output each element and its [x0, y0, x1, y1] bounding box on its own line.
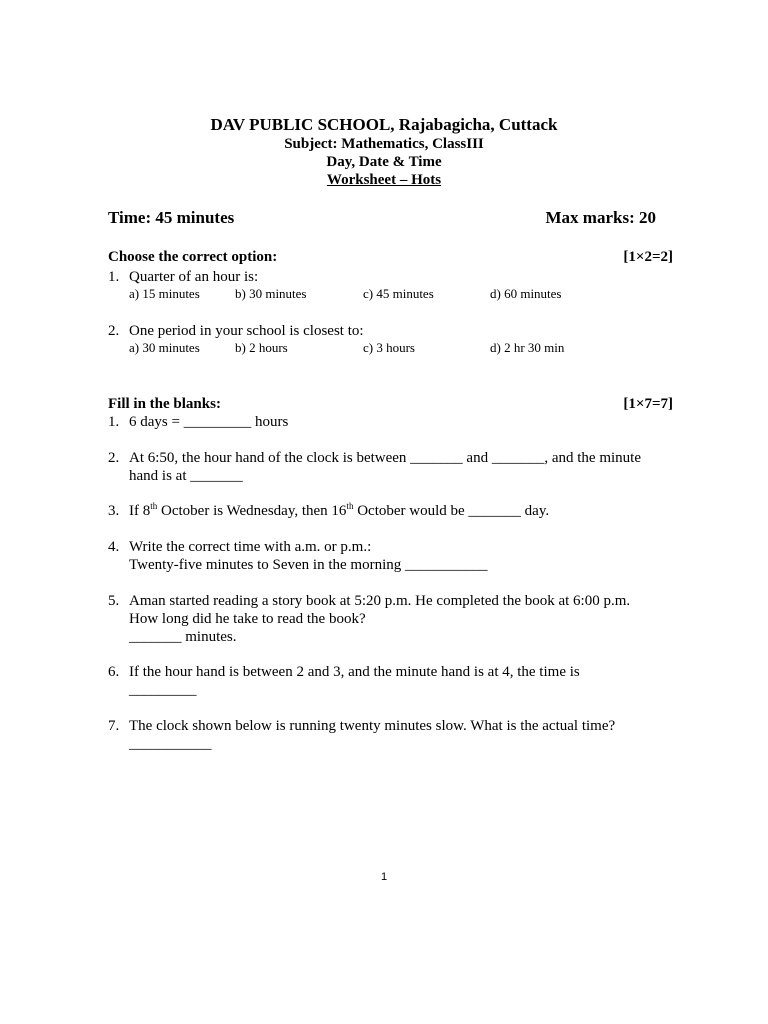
fill-question-2 — [108, 449, 673, 485]
mcq-question-2 — [108, 322, 673, 340]
mcq-marks: [1×2=2] — [623, 249, 673, 265]
fill-question-3 — [108, 502, 673, 520]
question-line-1: Write the correct time with a.m. or p.m.: — [129, 539, 372, 555]
question-line-1: Aman started reading a story book at 5:20 p.m. He completed the book at 6:00 p.m. — [129, 593, 631, 609]
question-text: 6 days = _________ hours — [129, 414, 289, 430]
question-number: 5. — [108, 593, 120, 609]
question-line-1: If the hour hand is between 2 and 3, and the minute hand is at 4, the time is — [129, 664, 580, 680]
question-number: 4. — [108, 539, 120, 555]
time-marks-row — [108, 208, 656, 228]
option-b: b) 2 hours — [235, 340, 288, 355]
worksheet-title: Worksheet – Hots — [326, 172, 442, 188]
ordinal-suffix: th — [150, 501, 158, 511]
question-number: 3. — [108, 503, 120, 519]
question-number: 2. — [108, 323, 120, 339]
question-number: 2. — [108, 450, 120, 466]
option-a: a) 30 minutes — [129, 340, 200, 355]
fill-question-1 — [108, 413, 673, 431]
question-text-a: If 8 — [129, 503, 151, 519]
option-d: d) 60 minutes — [490, 286, 562, 301]
fill-marks: [1×7=7] — [623, 396, 673, 412]
question-text-c: October would be _______ day. — [353, 503, 550, 519]
question-line-1: At 6:50, the hour hand of the clock is between _______ and _______, and the minute — [129, 450, 641, 466]
option-d: d) 2 hr 30 min — [490, 340, 565, 355]
page-number: 1 — [380, 871, 388, 883]
subject-line: Subject: Mathematics, ClassIII — [284, 136, 484, 152]
question-line-2: ___________ — [129, 736, 212, 752]
question-number: 7. — [108, 718, 120, 734]
option-b: b) 30 minutes — [235, 286, 307, 301]
mcq-options-2 — [108, 340, 673, 357]
worksheet-header — [0, 115, 768, 189]
school-name: DAV PUBLIC SCHOOL, Rajabagicha, Cuttack — [210, 115, 558, 134]
question-number: 6. — [108, 664, 120, 680]
time-label: Time: 45 minutes — [108, 208, 235, 227]
question-number: 1. — [108, 414, 120, 430]
option-c: c) 3 hours — [363, 340, 415, 355]
fill-question-6 — [108, 663, 673, 699]
question-line-2: hand is at _______ — [129, 468, 243, 484]
ordinal-suffix: th — [346, 501, 354, 511]
fill-question-4 — [108, 538, 673, 574]
fill-question-5 — [108, 592, 673, 646]
fill-heading-text: Fill in the blanks: — [108, 396, 221, 412]
question-line-1: The clock shown below is running twenty minutes slow. What is the actual time? — [129, 718, 616, 734]
question-line-2: How long did he take to read the book? — [129, 611, 366, 627]
question-text-b: October is Wednesday, then 16 — [157, 503, 347, 519]
option-a: a) 15 minutes — [129, 286, 200, 301]
question-line-3: _______ minutes. — [129, 629, 237, 645]
fill-question-7 — [108, 717, 673, 753]
mcq-question-1 — [108, 268, 673, 286]
mcq-options-1 — [108, 286, 673, 303]
question-number: 1. — [108, 269, 120, 285]
question-line-2: _________ — [129, 682, 197, 698]
mcq-heading — [108, 249, 673, 268]
question-text: One period in your school is closest to: — [129, 323, 364, 339]
option-c: c) 45 minutes — [363, 286, 434, 301]
mcq-heading-text: Choose the correct option: — [108, 249, 278, 265]
max-marks-label: Max marks: 20 — [545, 208, 656, 227]
question-line-2: Twenty-five minutes to Seven in the morning ___________ — [129, 557, 488, 573]
mcq-section — [108, 249, 673, 357]
day-date-time-line: Day, Date & Time — [326, 154, 442, 170]
question-text: Quarter of an hour is: — [129, 269, 259, 285]
